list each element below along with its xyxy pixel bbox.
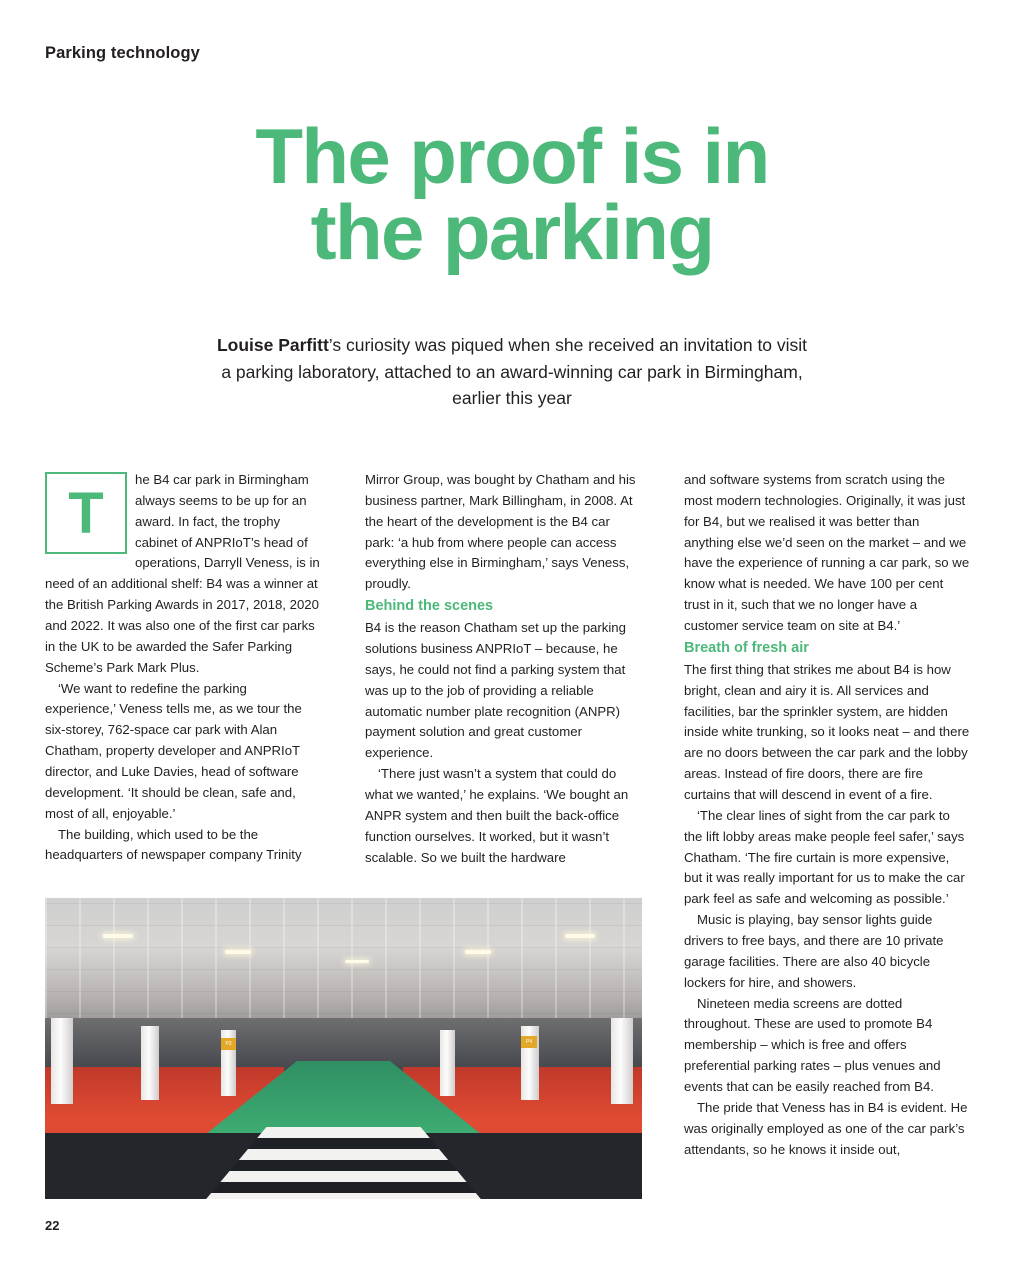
standfirst-text: ’s curiosity was piqued when she received an invitation to visit a parking laboratory, attached to an award-winning car park in Birmingham, earlier this year bbox=[221, 335, 808, 409]
paragraph: ‘There just wasn’t a system that could do what we wanted,’ he explains. ‘We bought an ANPR system and then built the back-office function ourselves. It worked, but it wasn’t scalable. So we built the hardware bbox=[365, 766, 629, 865]
drop-cap: T bbox=[45, 472, 127, 554]
page-title bbox=[45, 112, 979, 277]
paragraph: Music is playing, bay sensor lights guide drivers to free bays, and there are 10 private garage facilities. There are also 40 bicycle lockers for hire, and showers. bbox=[684, 912, 944, 990]
paragraph: Nineteen media screens are dotted throughout. These are used to promote B4 membership – which is free and offers preferential parking rates – plus venues and events that can be easily reached from B4. bbox=[684, 995, 941, 1094]
photo-pillar bbox=[141, 1026, 159, 1100]
photo-ceiling-light bbox=[225, 950, 251, 954]
subheading: Behind the scenes bbox=[365, 598, 494, 615]
photo-pillar bbox=[440, 1030, 455, 1096]
headline-line-1: The proof is in bbox=[255, 112, 769, 200]
body-column-3 bbox=[684, 470, 970, 1160]
photo-pillar bbox=[51, 1018, 73, 1104]
photo-bay-sign-left: P3 bbox=[221, 1038, 236, 1050]
page-number: 22 bbox=[45, 1218, 60, 1233]
paragraph: Mirror Group, was bought by Chatham and his business partner, Mark Billingham, in 2008. At the heart of the development is the B4 car park: ‘a hub from where people can access everything else in Birmingham,’ says Veness, proudly. bbox=[365, 472, 636, 592]
photo-ceiling-light bbox=[565, 934, 595, 938]
body-column-1 bbox=[45, 470, 320, 866]
paragraph: B4 is the reason Chatham set up the parking solutions business ANPRIoT – because, he says, he could not find a parking system that was up to the job of providing a reliable automatic number plate recognition (ANPR) payment solution and great customer experience. bbox=[365, 620, 626, 761]
body-column-2 bbox=[365, 470, 640, 868]
subheading: Breath of fresh air bbox=[684, 639, 809, 656]
paragraph: he B4 car park in Birmingham always seems to be up for an award. In fact, the trophy cabinet of ANPRIoT’s head of operations, Darryll Veness, is in need of an additional shelf: B4 was a winner at the British Parking Awards in 2017, 2018, 2020 and 2022. It was also one of the first car parks in the UK to be awarded the Safer Parking Scheme’s Park Mark Plus. bbox=[45, 472, 320, 675]
standfirst bbox=[212, 332, 812, 412]
photo-ceiling-light bbox=[345, 960, 369, 963]
section-kicker: Parking technology bbox=[45, 44, 200, 62]
car-park-photo bbox=[45, 898, 642, 1199]
paragraph: ‘The clear lines of sight from the car park to the lift lobby areas make people feel safer,’ says Chatham. ‘The fire curtain is more expensive, but it was really important for us to make the car park feel as safe and welcoming as possible.’ bbox=[684, 807, 965, 907]
headline-line-2: the parking bbox=[310, 188, 714, 277]
paragraph: and software systems from scratch using the most modern technologies. Originally, it was just for B4, but we realised it was better than anything else we’d seen on the market – and we have the experience of running a car park, so we know what is needed. We have 100 per cent trust in it, such that we no longer have a customer service team on site at B4.’ bbox=[684, 472, 970, 634]
paragraph: The first thing that strikes me about B4 is how bright, clean and airy it is. All services and facilities, bar the sprinkler system, are hidden inside white trunking, so it looks neat – and there are no doors between the car park and the lobby areas. Instead of fire doors, there are fire curtains that will descend in event of a fire. bbox=[684, 661, 970, 802]
paragraph: The building, which used to be the headquarters of newspaper company Trinity bbox=[45, 826, 302, 863]
photo-ceiling-light bbox=[465, 950, 491, 954]
paragraph: ‘We want to redefine the parking experience,’ Veness tells me, as we tour the six-storey, 762-space car park with Alan Chatham, property developer and ANPRIoT director, and Luke Davies, head of software development. ‘It should be clean, safe and, most of all, enjoyable.’ bbox=[45, 680, 302, 821]
photo-bay-sign-right: P4 bbox=[521, 1036, 537, 1048]
photo-ceiling-light bbox=[103, 934, 133, 938]
photo-pillar bbox=[611, 1018, 633, 1104]
photo-ceiling-grid bbox=[45, 898, 642, 1036]
byline: Louise Parfitt bbox=[216, 335, 329, 355]
paragraph: The pride that Veness has in B4 is evident. He was originally employed as one of the car park’s attendants, so he knows it inside out, bbox=[684, 1099, 968, 1157]
